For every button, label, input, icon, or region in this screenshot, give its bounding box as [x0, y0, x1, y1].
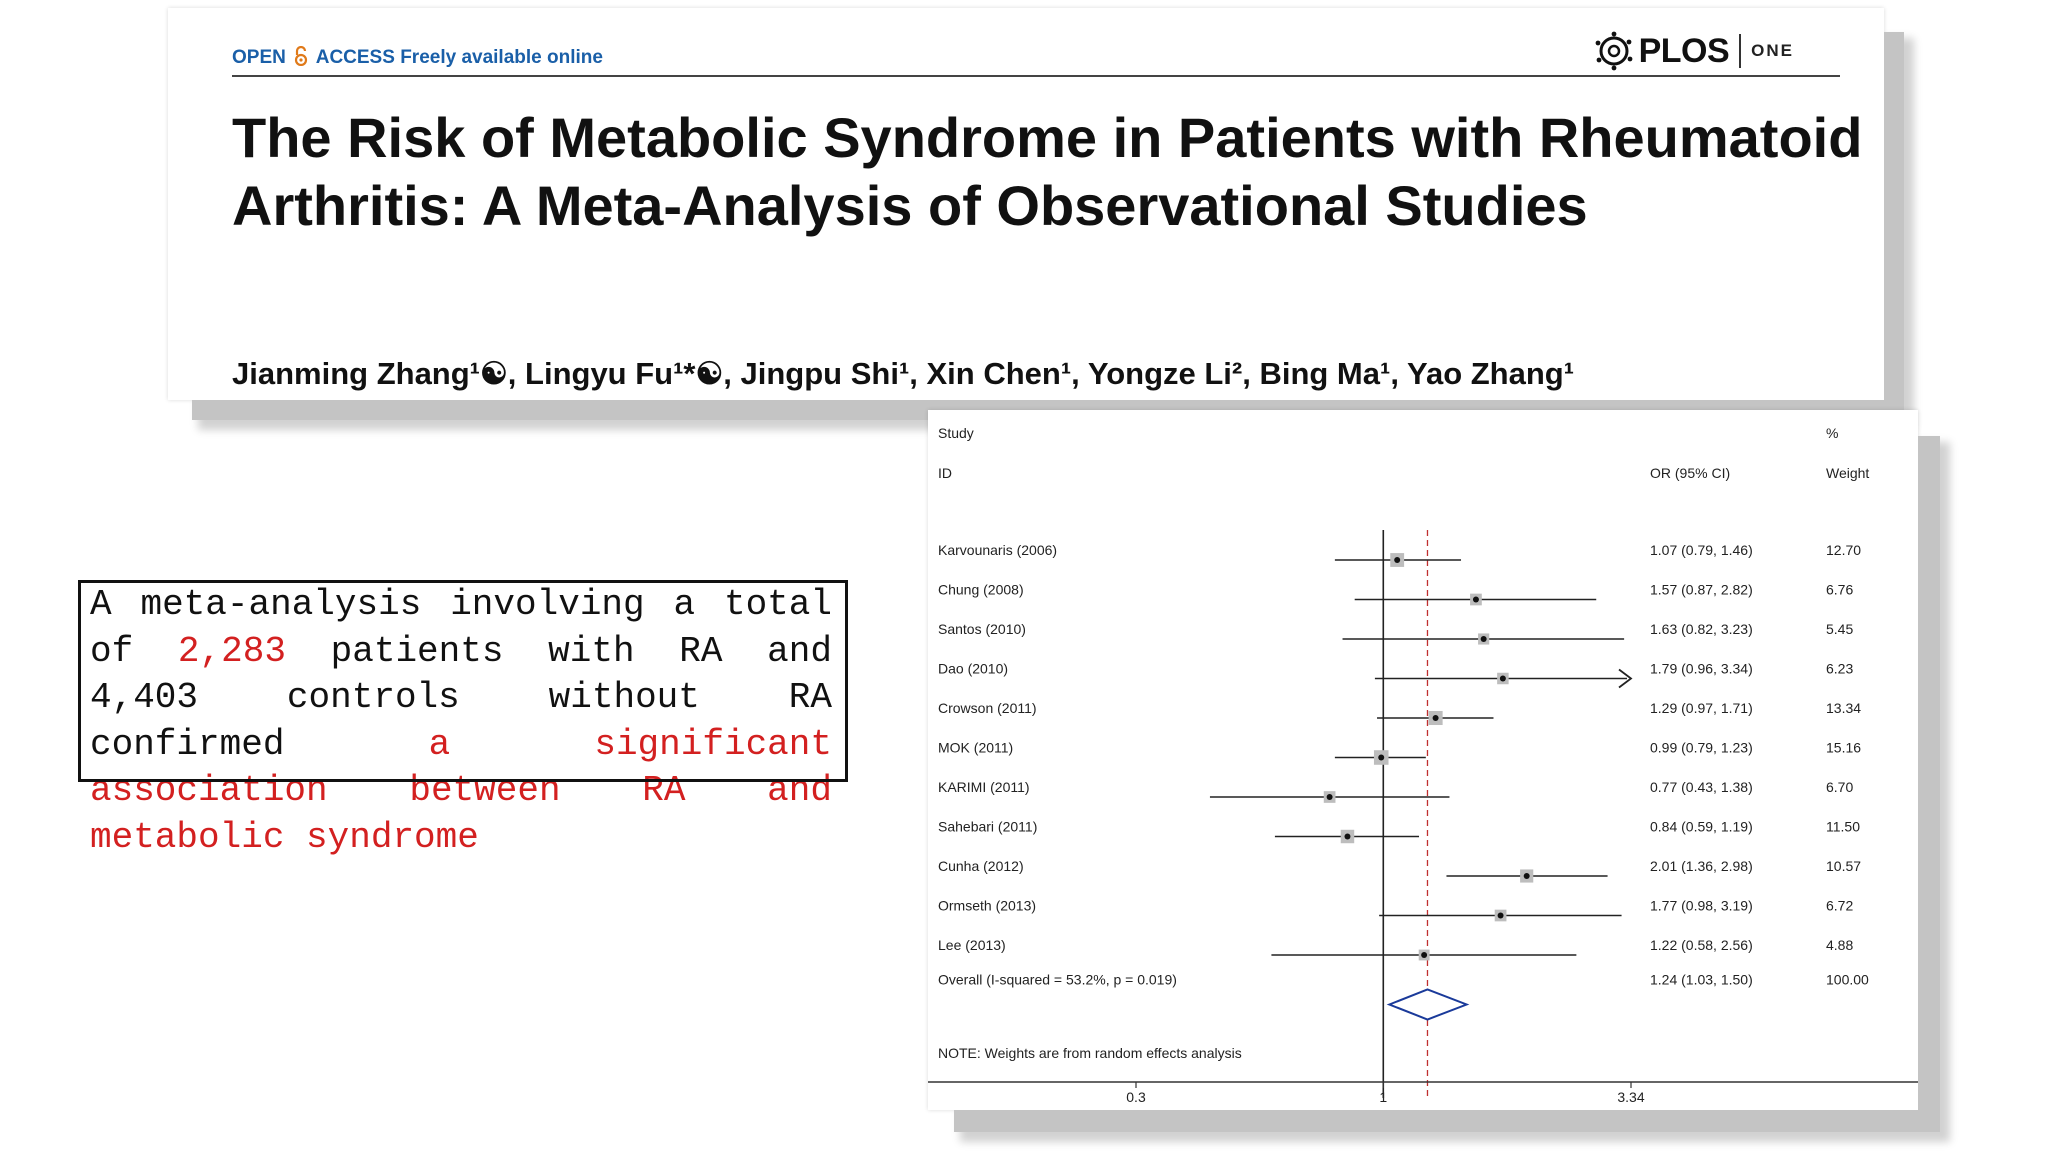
- study-label: Santos (2010): [938, 621, 1026, 637]
- study-weight-label: 6.76: [1826, 581, 1854, 598]
- study-point: [1394, 557, 1400, 563]
- study-point: [1378, 755, 1384, 761]
- logo-separator: [1739, 34, 1741, 68]
- study-ci-label: 1.77 (0.98, 3.19): [1650, 897, 1753, 914]
- study-weight-label: 12.70: [1826, 542, 1862, 558]
- journal-name: PLOS: [1638, 31, 1730, 70]
- study-weight-label: 15.16: [1826, 739, 1862, 756]
- study-weight-label: 5.45: [1826, 621, 1854, 637]
- summary-part2: patients with RA and 4,403 controls without RA confirmed: [90, 630, 832, 765]
- study-point: [1344, 834, 1350, 840]
- study-label: Cunha (2012): [938, 858, 1024, 874]
- header-or-ci: OR (95% CI): [1650, 465, 1731, 481]
- study-weight-label: 10.57: [1826, 858, 1862, 874]
- study-ci-label: 0.77 (0.43, 1.38): [1650, 779, 1753, 795]
- study-label: Crowson (2011): [938, 700, 1037, 716]
- open-lock-icon: [294, 46, 308, 66]
- author-list: Jianming Zhang¹☯, Lingyu Fu¹*☯, Jingpu Shi¹, Xin Chen¹, Yongze Li², Bing Ma¹, Yao Zhang¹: [232, 356, 1575, 391]
- overall-weight-label: 100.00: [1826, 971, 1869, 988]
- study-label: Karvounaris (2006): [938, 542, 1058, 558]
- study-label: Ormseth (2013): [938, 897, 1037, 914]
- study-label: KARIMI (2011): [938, 779, 1030, 795]
- study-point: [1498, 913, 1504, 919]
- overall-diamond: [1389, 990, 1466, 1020]
- study-ci-label: 1.63 (0.82, 3.23): [1650, 621, 1753, 637]
- freely-available-label: Freely available online: [400, 47, 603, 68]
- study-point: [1433, 715, 1439, 721]
- study-ci-label: 1.57 (0.87, 2.82): [1650, 581, 1753, 598]
- header-rule: [232, 75, 1840, 77]
- plos-one-logo: [1593, 30, 1794, 72]
- study-ci-label: 0.84 (0.59, 1.19): [1650, 818, 1753, 835]
- summary-highlight: a significant association between RA and metabolic syndrome: [90, 723, 832, 858]
- study-ci-label: 2.01 (1.36, 2.98): [1650, 858, 1753, 874]
- study-point: [1327, 794, 1333, 800]
- header-study: Study: [938, 425, 974, 441]
- journal-sub: ONE: [1751, 41, 1794, 60]
- study-point: [1473, 597, 1479, 603]
- plos-globe-icon: [1593, 30, 1635, 72]
- access-label: ACCESS: [315, 47, 395, 68]
- paper-header-card: [168, 8, 1884, 400]
- plot-layer: [928, 530, 1918, 1105]
- header-percent: %: [1826, 425, 1839, 441]
- study-ci-label: 1.22 (0.58, 2.56): [1650, 937, 1753, 953]
- study-weight-label: 11.50: [1826, 818, 1860, 835]
- study-weight-label: 6.23: [1826, 660, 1854, 677]
- summary-part1: A meta-analysis involving a total of: [90, 584, 832, 672]
- study-label: Lee (2013): [938, 937, 1006, 953]
- study-label: Dao (2010): [938, 660, 1009, 677]
- study-point: [1481, 636, 1487, 642]
- study-weight-label: 13.34: [1826, 700, 1862, 716]
- x-tick-label: 0.3: [1126, 1089, 1146, 1105]
- header-id: ID: [938, 465, 952, 481]
- study-weight-label: 4.88: [1826, 937, 1854, 953]
- study-label: Sahebari (2011): [938, 818, 1038, 835]
- plot-note: NOTE: Weights are from random effects analysis: [938, 1045, 1242, 1061]
- summary-text: [78, 580, 844, 863]
- overall-label: Overall (I-squared = 53.2%, p = 0.019): [938, 971, 1177, 988]
- study-ci-label: 0.99 (0.79, 1.23): [1650, 739, 1753, 756]
- study-point: [1524, 873, 1530, 879]
- header-weight: Weight: [1826, 465, 1870, 481]
- study-ci-label: 1.79 (0.96, 3.34): [1650, 660, 1753, 677]
- x-tick-label: 1: [1379, 1089, 1388, 1105]
- study-weight-label: 6.70: [1826, 779, 1854, 795]
- overall-ci-label: 1.24 (1.03, 1.50): [1650, 971, 1753, 988]
- study-ci-label: 1.29 (0.97, 1.71): [1650, 700, 1753, 716]
- study-point: [1421, 952, 1427, 958]
- x-tick-label: 3.34: [1617, 1089, 1645, 1105]
- study-label: Chung (2008): [938, 581, 1024, 598]
- study-label: MOK (2011): [938, 739, 1014, 756]
- forest-plot: [928, 410, 1918, 1110]
- study-weight-label: 6.72: [1826, 897, 1854, 914]
- open-access-banner: [232, 46, 603, 69]
- open-label: OPEN: [232, 47, 286, 68]
- forest-plot-card: [928, 410, 1918, 1110]
- study-ci-label: 1.07 (0.79, 1.46): [1650, 542, 1753, 558]
- patients-count: 2,283: [177, 630, 286, 672]
- study-point: [1500, 676, 1506, 682]
- paper-title: The Risk of Metabolic Syndrome in Patients with Rheumatoid Arthritis: A Meta-Analysis of Observational Studies: [232, 106, 1863, 237]
